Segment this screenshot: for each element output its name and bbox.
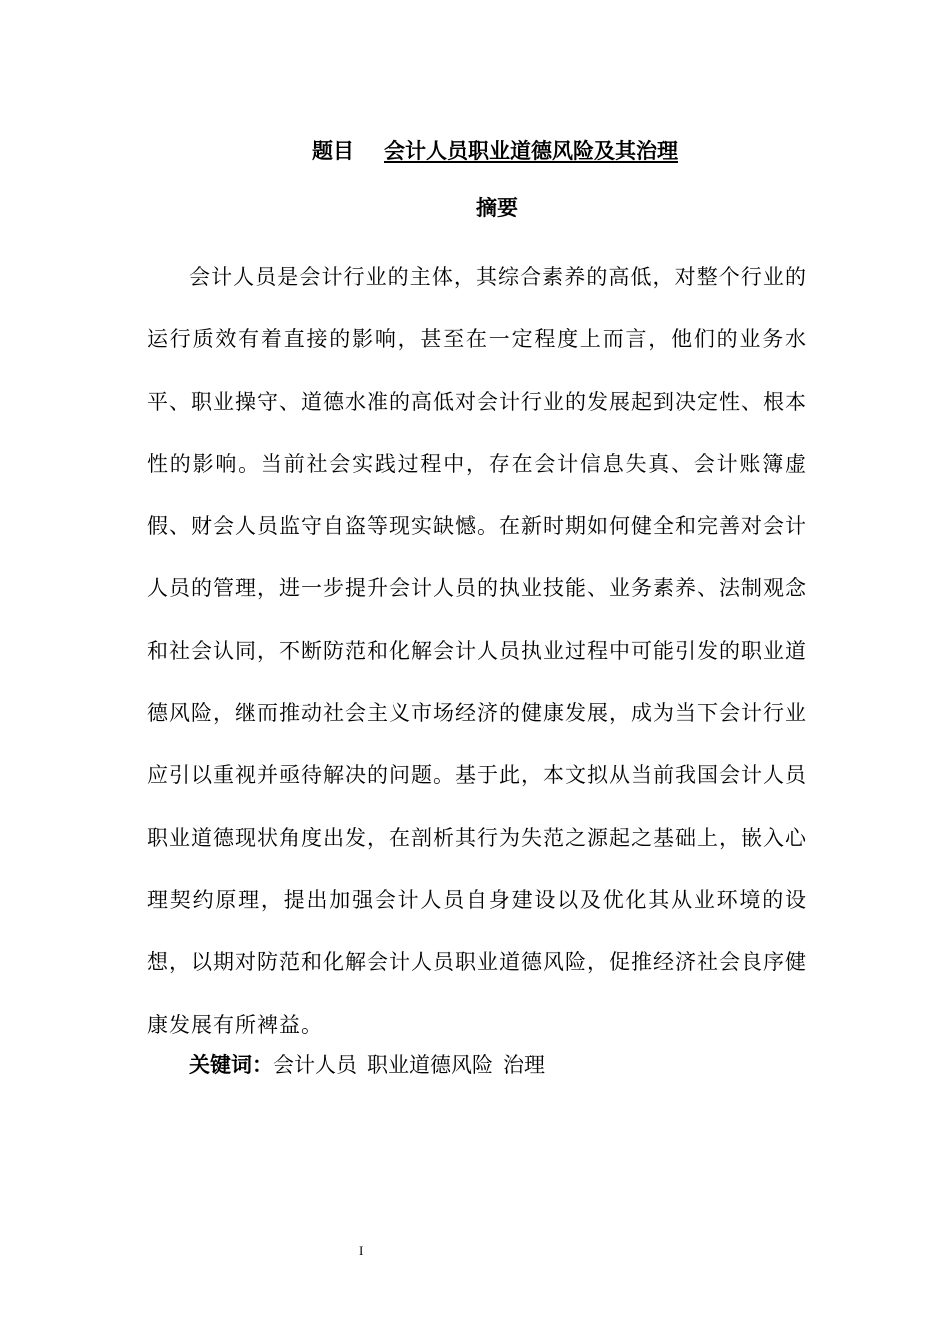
keyword: 职业道德风险 [367,1053,493,1077]
abstract-body: 会计人员是会计行业的主体，其综合素养的高低，对整个行业的运行质效有着直接的影响，甚至在一定程度上而言，他们的业务水平、职业操守、道德水准的高低对会计行业的发展起到决定性、根本性的影响。当前社会实践过程中，存在会计信息失真、会计账簿虚假、财会人员监守自盗等现实缺憾。在新时期如何健全和完善对会计人员的管理，进一步提升会计人员的执业技能、业务素养、法制观念和社会认同，不断防范和化解会计人员执业过程中可能引发的职业道德风险，继而推动社会主义市场经济的健康发展，成为当下会计行业应引以重视并亟待解决的问题。基于此，本文拟从当前我国会计人员职业道德现状角度出发，在剖析其行为失范之源起之基础上，嵌入心理契约原理，提出加强会计人员自身建设以及优化其从业环境的设想，以期对防范和化解会计人员职业道德风险，促推经济社会良序健康发展有所裨益。 [147,265,807,1037]
keyword: 会计人员 [273,1053,357,1077]
document-title-row [312,136,678,166]
document-title: 会计人员职业道德风险及其治理 [384,139,678,163]
title-label: 题目 [312,139,354,163]
keywords-line [189,1050,555,1080]
keyword: 治理 [503,1053,545,1077]
abstract-heading: 摘要 [476,196,518,220]
page-number: I [359,1243,364,1258]
keywords-label: 关键词： [189,1053,273,1077]
